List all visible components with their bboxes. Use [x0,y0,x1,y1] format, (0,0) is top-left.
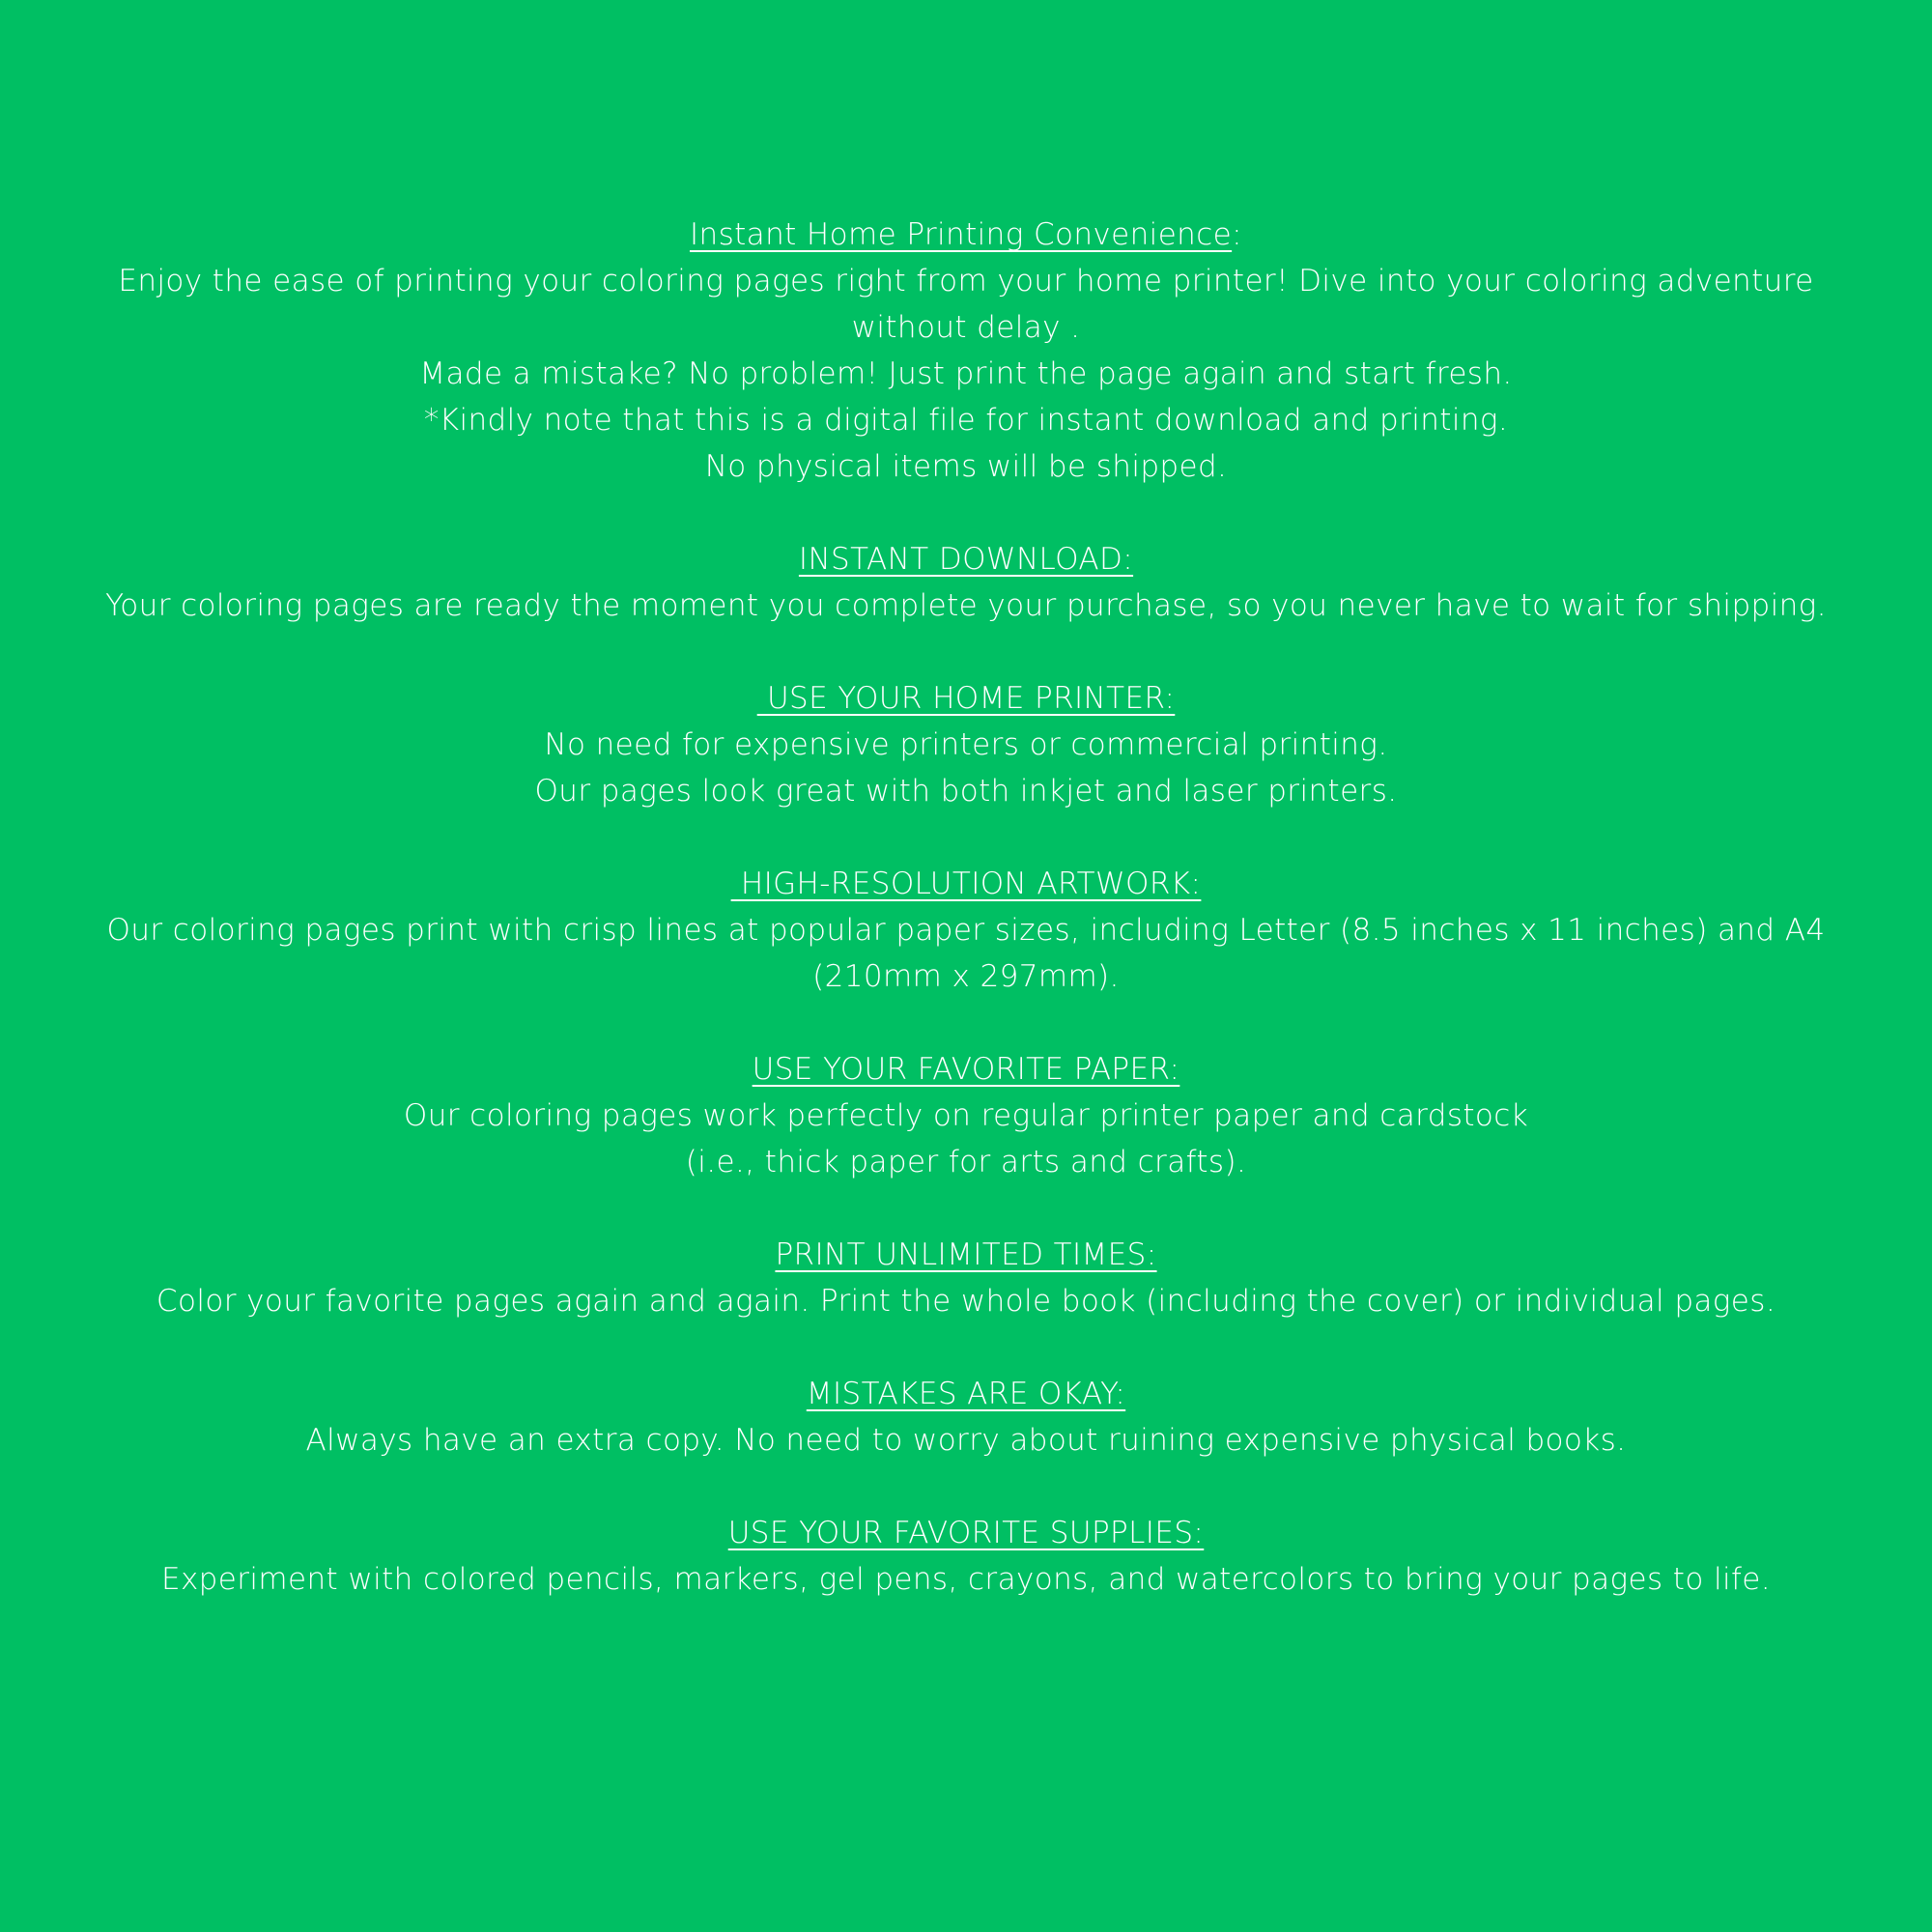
section-heading [58,1371,1874,1417]
section-high-resolution [58,861,1874,1000]
body-line: Our coloring pages print with crisp lines at popular paper sizes, including Letter (8.5 inches x 11 inches) and A4 [106,913,1826,948]
heading-underlined-text: HIGH-RESOLUTION ARTWORK: [730,867,1202,901]
body-line: Enjoy the ease of printing your coloring pages right from your home printer! Dive into your coloring adventure [118,264,1814,298]
body-line: Your coloring pages are ready the moment you complete your purchase, so you never have to wait for shipping. [105,588,1827,623]
section-home-printing [58,212,1874,490]
section-heading [58,675,1874,722]
section-heading [58,1046,1874,1093]
section-instant-download [58,536,1874,629]
body-line: No physical items will be shipped. [704,449,1228,484]
body-line: No need for expensive printers or commercial printing. [544,727,1388,762]
body-line: Our coloring pages work perfectly on regular printer paper and cardstock [403,1098,1529,1133]
body-line: Experiment with colored pencils, markers, gel pens, crayons, and watercolors to bring your pages to life. [160,1562,1772,1597]
body-line: Always have an extra copy. No need to worry about ruining expensive physical books. [305,1423,1627,1458]
heading-underlined-text: PRINT UNLIMITED TIMES: [775,1237,1157,1272]
section-heading [58,1510,1874,1556]
body-line: (i.e., thick paper for arts and crafts). [685,1145,1247,1179]
section-heading [58,861,1874,907]
section-heading [58,1232,1874,1278]
section-home-printer [58,675,1874,814]
section-favorite-paper [58,1046,1874,1185]
section-print-unlimited [58,1232,1874,1324]
heading-underlined-text: MISTAKES ARE OKAY: [806,1377,1126,1411]
heading-underlined-text: USE YOUR FAVORITE SUPPLIES: [727,1516,1205,1550]
body-line: Made a mistake? No problem! Just print the page again and start fresh. [419,356,1513,391]
heading-underlined-text: USE YOUR HOME PRINTER: [756,681,1176,716]
section-mistakes-okay [58,1371,1874,1463]
heading-underlined-text: Instant Home Printing Convenience [689,217,1233,252]
body-line: Color your favorite pages again and again. Print the whole book (including the cover) or individual pages. [156,1284,1776,1319]
body-line: Our pages look great with both inkjet and laser printers. [534,774,1398,809]
heading-underlined-text: INSTANT DOWNLOAD: [798,542,1134,577]
body-line: without delay . [851,310,1081,345]
body-line: *Kindly note that this is a digital file for instant download and printing. [423,403,1509,438]
heading-underlined-text: USE YOUR FAVORITE PAPER: [752,1052,1180,1087]
heading-colon: : [1232,217,1242,252]
body-line: (210mm x 297mm). [812,959,1120,994]
section-heading [58,536,1874,582]
section-favorite-supplies [58,1510,1874,1603]
section-heading [58,212,1874,258]
